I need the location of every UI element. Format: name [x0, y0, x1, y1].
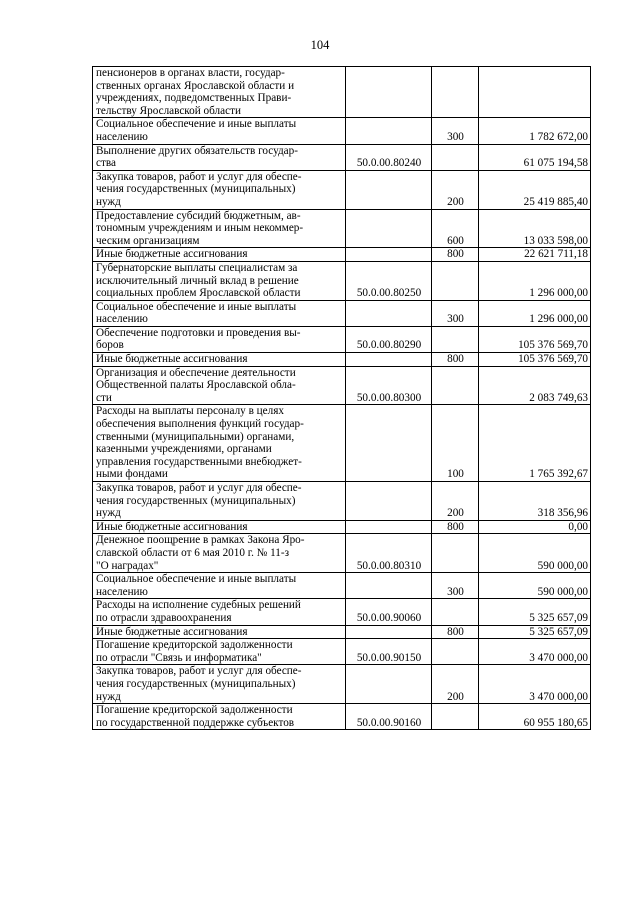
row-name-cell: Иные бюджетные ассигнования: [93, 520, 346, 534]
row-code-cell: [346, 209, 432, 248]
row-expense-type-cell: 800: [432, 520, 479, 534]
row-amount-cell: 1 765 392,67: [479, 405, 591, 482]
row-amount-cell: 105 376 569,70: [479, 326, 591, 352]
row-code-cell: [346, 405, 432, 482]
row-amount-cell: 1 296 000,00: [479, 300, 591, 326]
row-expense-type-cell: 200: [432, 482, 479, 521]
row-expense-type-cell: [432, 67, 479, 118]
table-row: [93, 300, 591, 326]
row-code-cell: [346, 520, 432, 534]
table-row: [93, 353, 591, 367]
table-row: [93, 573, 591, 599]
row-name-cell: Иные бюджетные ассигнования: [93, 625, 346, 639]
table-row: [93, 534, 591, 573]
row-code-cell: [346, 665, 432, 704]
row-code-cell: [346, 482, 432, 521]
row-name-cell: Обеспечение подготовки и проведения вы- боров: [93, 326, 346, 352]
row-expense-type-cell: 800: [432, 625, 479, 639]
page-number: 104: [310, 38, 330, 52]
table-row: [93, 67, 591, 118]
row-code-cell: [346, 353, 432, 367]
row-amount-cell: 3 470 000,00: [479, 639, 591, 665]
row-expense-type-cell: 300: [432, 573, 479, 599]
row-expense-type-cell: [432, 366, 479, 405]
row-name-cell: Социальное обеспечение и иные выплаты населению: [93, 300, 346, 326]
row-amount-cell: 1 296 000,00: [479, 261, 591, 300]
table-row: [93, 625, 591, 639]
row-amount-cell: 13 033 598,00: [479, 209, 591, 248]
table-row: [93, 326, 591, 352]
row-amount-cell: 318 356,96: [479, 482, 591, 521]
row-amount-cell: 105 376 569,70: [479, 353, 591, 367]
row-name-cell: Денежное поощрение в рамках Закона Яро- славской области от 6 мая 2010 г. № 11-з "О наградах": [93, 534, 346, 573]
row-expense-type-cell: 300: [432, 300, 479, 326]
row-code-cell: 50.0.00.90160: [346, 704, 432, 730]
row-name-cell: Иные бюджетные ассигнования: [93, 353, 346, 367]
row-code-cell: [346, 170, 432, 209]
row-name-cell: Выполнение других обязательств государ- ства: [93, 144, 346, 170]
table-row: [93, 366, 591, 405]
row-name-cell: Погашение кредиторской задолженности по государственной поддержке субъектов: [93, 704, 346, 730]
row-name-cell: Предоставление субсидий бюджетным, ав- тономным учреждениям и иным некоммер- ческим организациям: [93, 209, 346, 248]
table-row: [93, 599, 591, 625]
row-amount-cell: 5 325 657,09: [479, 625, 591, 639]
table-row: [93, 405, 591, 482]
row-name-cell: Закупка товаров, работ и услуг для обеспе- чения государственных (муниципальных) нужд: [93, 665, 346, 704]
row-amount-cell: 590 000,00: [479, 534, 591, 573]
row-code-cell: [346, 248, 432, 262]
row-expense-type-cell: 800: [432, 353, 479, 367]
row-amount-cell: 22 621 711,18: [479, 248, 591, 262]
row-name-cell: Губернаторские выплаты специалистам за исключительный личный вклад в решение социальных проблем Ярославской области: [93, 261, 346, 300]
table-row: [93, 482, 591, 521]
table-row: [93, 639, 591, 665]
table-row: [93, 170, 591, 209]
row-code-cell: [346, 67, 432, 118]
row-expense-type-cell: [432, 144, 479, 170]
row-name-cell: Закупка товаров, работ и услуг для обеспе- чения государственных (муниципальных) нужд: [93, 482, 346, 521]
row-name-cell: пенсионеров в органах власти, государ- ственных органах Ярославской области и учреждениях, подведомственных Прави- тельству Ярославской области: [93, 67, 346, 118]
row-amount-cell: [479, 67, 591, 118]
table-row: [93, 261, 591, 300]
row-code-cell: 50.0.00.90150: [346, 639, 432, 665]
row-code-cell: 50.0.00.90060: [346, 599, 432, 625]
row-expense-type-cell: 200: [432, 170, 479, 209]
table-row: [93, 209, 591, 248]
row-code-cell: 50.0.00.80290: [346, 326, 432, 352]
row-expense-type-cell: 600: [432, 209, 479, 248]
row-code-cell: [346, 300, 432, 326]
row-amount-cell: 590 000,00: [479, 573, 591, 599]
table-row: [93, 144, 591, 170]
row-name-cell: Расходы на выплаты персоналу в целях обеспечения выполнения функций государ- ственными (муниципальными) органами, казенными учреждениями, органами управления государственными внебюджет- ными фондами: [93, 405, 346, 482]
row-amount-cell: 0,00: [479, 520, 591, 534]
table-row: [93, 520, 591, 534]
row-expense-type-cell: [432, 326, 479, 352]
row-name-cell: Социальное обеспечение и иные выплаты населению: [93, 118, 346, 144]
row-name-cell: Погашение кредиторской задолженности по отрасли "Связь и информатика": [93, 639, 346, 665]
row-name-cell: Организация и обеспечение деятельности Общественной палаты Ярославской обла- сти: [93, 366, 346, 405]
row-expense-type-cell: [432, 599, 479, 625]
row-amount-cell: 2 083 749,63: [479, 366, 591, 405]
row-expense-type-cell: [432, 704, 479, 730]
row-expense-type-cell: [432, 639, 479, 665]
row-name-cell: Иные бюджетные ассигнования: [93, 248, 346, 262]
row-amount-cell: 3 470 000,00: [479, 665, 591, 704]
budget-table-body: [93, 67, 591, 730]
row-amount-cell: 60 955 180,65: [479, 704, 591, 730]
row-expense-type-cell: [432, 261, 479, 300]
row-amount-cell: 5 325 657,09: [479, 599, 591, 625]
row-expense-type-cell: [432, 534, 479, 573]
row-name-cell: Закупка товаров, работ и услуг для обеспе- чения государственных (муниципальных) нужд: [93, 170, 346, 209]
table-row: [93, 665, 591, 704]
row-code-cell: 50.0.00.80310: [346, 534, 432, 573]
row-code-cell: 50.0.00.80250: [346, 261, 432, 300]
row-expense-type-cell: 300: [432, 118, 479, 144]
row-expense-type-cell: 200: [432, 665, 479, 704]
row-expense-type-cell: 800: [432, 248, 479, 262]
row-expense-type-cell: 100: [432, 405, 479, 482]
row-amount-cell: 61 075 194,58: [479, 144, 591, 170]
row-code-cell: [346, 573, 432, 599]
row-amount-cell: 25 419 885,40: [479, 170, 591, 209]
row-code-cell: [346, 118, 432, 144]
row-name-cell: Расходы на исполнение судебных решений по отрасли здравоохранения: [93, 599, 346, 625]
row-code-cell: 50.0.00.80240: [346, 144, 432, 170]
table-row: [93, 248, 591, 262]
row-name-cell: Социальное обеспечение и иные выплаты населению: [93, 573, 346, 599]
row-amount-cell: 1 782 672,00: [479, 118, 591, 144]
table-row: [93, 118, 591, 144]
table-row: [93, 704, 591, 730]
row-code-cell: 50.0.00.80300: [346, 366, 432, 405]
row-code-cell: [346, 625, 432, 639]
budget-table: [92, 66, 591, 730]
